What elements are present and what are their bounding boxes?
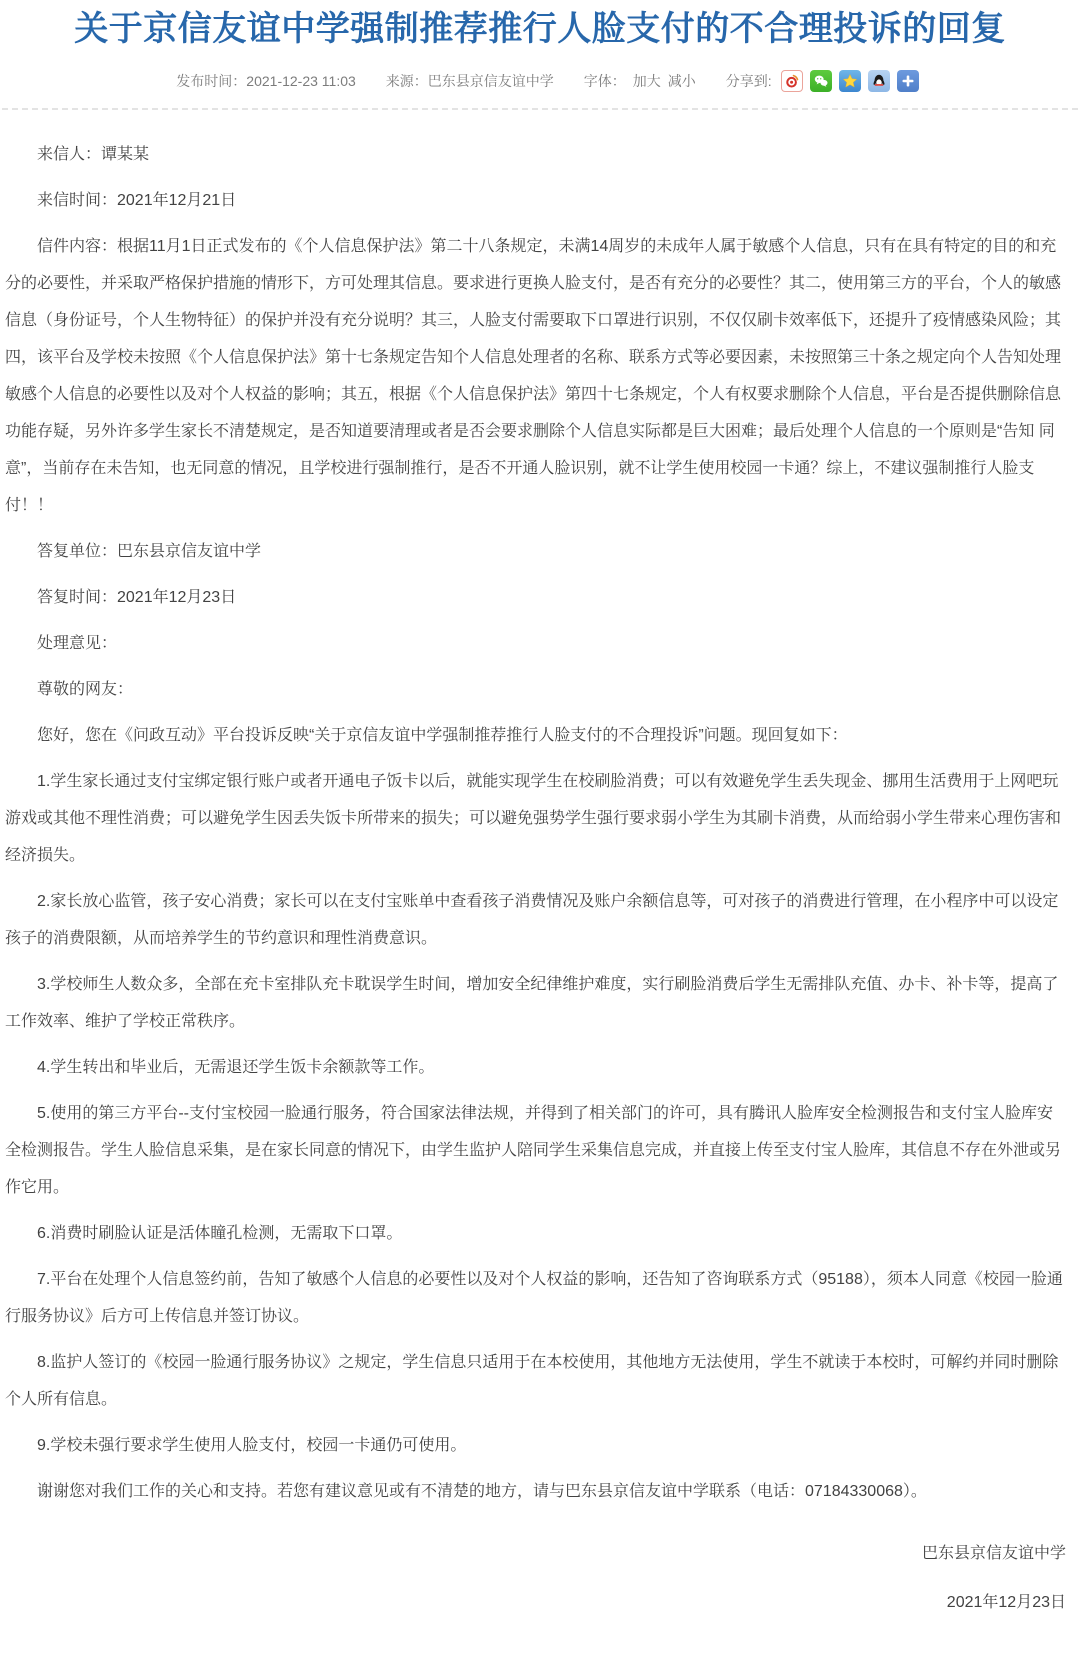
font-size-label: 字体：	[583, 72, 626, 89]
body-paragraph: 3.学校师生人数众多，全部在充卡室排队充卡耽误学生时间，增加安全纪律维护难度，实行刷脸消费后学生无需排队充值、办卡、补卡等，提高了工作效率、维护了学校正常秩序。	[5, 975, 1059, 1030]
page-title: 关于京信友谊中学强制推荐推行人脸支付的不合理投诉的回复	[74, 10, 1006, 48]
body-paragraph: 尊敬的网友：	[37, 680, 134, 698]
body-paragraph: 8.监护人签订的《校园一脸通行服务协议》之规定，学生信息只适用于在本校使用，其他地方无法使用，学生不就读于本校时，可解约并同时删除个人所有信息。	[5, 1353, 1059, 1408]
font-decrease-link[interactable]: 减小	[667, 72, 696, 89]
body-paragraph: 6.消费时刷脸认证是活体瞳孔检测，无需取下口罩。	[37, 1224, 403, 1242]
body-paragraph: 7.平台在处理个人信息签约前，告知了敏感个人信息的必要性以及对个人权益的影响，还告知了咨询联系方式（95188），须本人同意《校园一脸通行服务协议》后方可上传信息并签订协议。	[5, 1270, 1063, 1325]
share-qzone-icon[interactable]	[839, 70, 861, 92]
share-icons	[781, 70, 919, 92]
source-label: 来源：	[385, 72, 428, 89]
publish-time-value: 2021-12-23 11:03	[246, 72, 356, 89]
body-paragraph: 来信人：谭某某	[37, 145, 150, 163]
body-paragraph: 您好，您在《问政互动》平台投诉反映“关于京信友谊中学强制推荐推行人脸支付的不合理投诉”问题。现回复如下：	[37, 726, 848, 744]
font-size-control	[584, 70, 696, 92]
body-paragraph: 5.使用的第三方平台--支付宝校园一脸通行服务，符合国家法律法规，并得到了相关部门的许可，具有腾讯人脸库安全检测报告和支付宝人脸库安全检测报告。学生人脸信息采集，是在家长同意的情况下，由学生监护人陪同学生采集信息完成，并直接上传至支付宝人脸库，其信息不存在外泄或另作它用。	[5, 1104, 1062, 1196]
publish-time	[176, 70, 356, 92]
meta-row	[0, 70, 1080, 92]
share-label: 分享到:	[725, 72, 772, 89]
share-bar	[726, 70, 919, 92]
share-more-icon[interactable]	[897, 70, 919, 92]
body-paragraph: 9.学校未强行要求学生使用人脸支付，校园一卡通仍可使用。	[37, 1436, 467, 1454]
body-paragraph: 来信时间：2021年12月21日	[37, 191, 237, 209]
source-value: 巴东县京信友谊中学	[427, 72, 554, 89]
signature-org: 巴东县京信友谊中学	[921, 1544, 1066, 1562]
body-paragraph: 2.家长放心监管，孩子安心消费；家长可以在支付宝账单中查看孩子消费情况及账户余额信息等，可对孩子的消费进行管理，在小程序中可以设定孩子的消费限额，从而培养学生的节约意识和理性消费意识。	[5, 892, 1059, 947]
share-weibo-icon[interactable]	[781, 70, 803, 92]
body-paragraph: 1.学生家长通过支付宝绑定银行账户或者开通电子饭卡以后，就能实现学生在校刷脸消费；可以有效避免学生丢失现金、挪用生活费用于上网吧玩游戏或其他不理性消费；可以避免学生因丢失饭卡所带来的损失；可以避免强势学生强行要求弱小学生为其刷卡消费，从而给弱小学生带来心理伤害和经济损失。	[5, 772, 1062, 864]
body-paragraph: 答复时间：2021年12月23日	[37, 588, 237, 606]
body-paragraph: 谢谢您对我们工作的关心和支持。若您有建议意见或有不清楚的地方，请与巴东县京信友谊中学联系（电话：07184330068）。	[37, 1482, 927, 1500]
share-qq-icon[interactable]	[868, 70, 890, 92]
source	[386, 70, 554, 92]
share-wechat-icon[interactable]	[810, 70, 832, 92]
body-paragraph: 处理意见：	[37, 634, 118, 652]
font-increase-link[interactable]: 加大	[632, 72, 661, 89]
body-paragraph: 答复单位：巴东县京信友谊中学	[37, 542, 262, 560]
signature-date: 2021年12月23日	[946, 1593, 1066, 1611]
signature-block	[0, 1519, 1080, 1661]
body-paragraph: 信件内容：根据11月1日正式发布的《个人信息保护法》第二十八条规定，未满14周岁的未成年人属于敏感个人信息，只有在具有特定的目的和充分的必要性，并采取严格保护措施的情形下，方可处理其信息。要求进行更换人脸支付，是否有充分的必要性？其二，使用第三方的平台，个人的敏感信息（身份证号，个人生物特征）的保护并没有充分说明？其三，人脸支付需要取下口罩进行识别，不仅仅刷卡效率低下，还提升了疫情感染风险；其四，该平台及学校未按照《个人信息保护法》第十七条规定告知个人信息处理者的名称、联系方式等必要因素，未按照第三十条之规定向个人告知处理敏感个人信息的必要性以及对个人权益的影响；其五，根据《个人信息保护法》第四十七条规定，个人有权要求删除个人信息，平台是否提供删除信息功能存疑，另外许多学生家长不清楚规定，是否知道要清理或者是否会要求删除个人信息实际都是巨大困难；最后处理个人信息的一个原则是“告知 同意”，当前存在未告知，也无同意的情况，且学校进行强制推行，是否不开通人脸识别，就不让学生使用校园一卡通？综上，不建议强制推行人脸支付！！	[5, 237, 1062, 514]
article-body	[0, 110, 1080, 1510]
publish-time-label: 发布时间：	[176, 72, 247, 89]
body-paragraph: 4.学生转出和毕业后，无需退还学生饭卡余额款等工作。	[37, 1058, 435, 1076]
